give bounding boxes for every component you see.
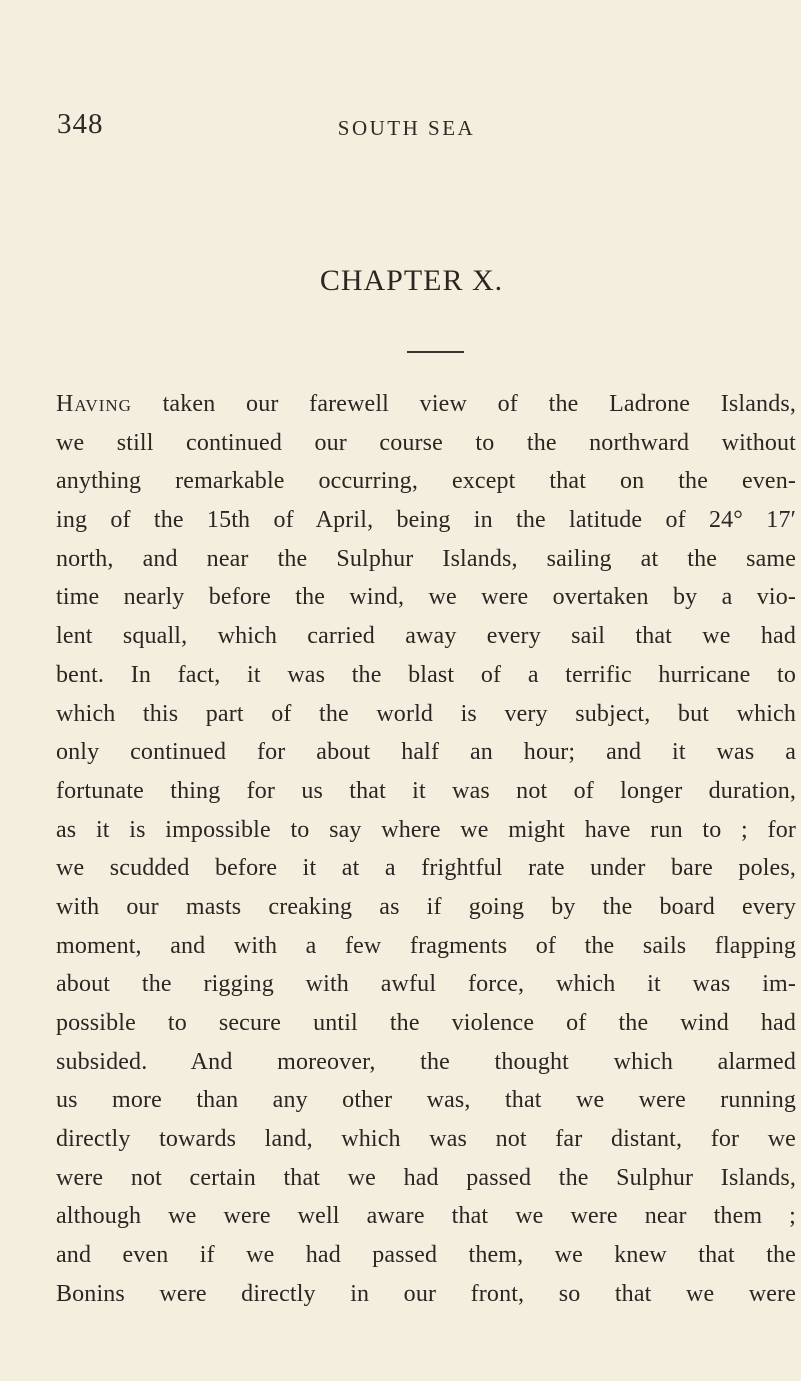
text-line: Bonins were directly in our front, so that we were: [56, 1280, 796, 1307]
text-line: only continued for about half an hour; and it was a: [56, 739, 796, 766]
text-line: subsided. And moreover, the thought which alarmed: [56, 1048, 796, 1075]
text-line: moment, and with a few fragments of the sails flapping: [56, 932, 796, 959]
text-line: as it is impossible to say where we might have run to ; for: [56, 816, 796, 843]
text-line: with our masts creaking as if going by the board every: [56, 893, 796, 920]
page-number: 348: [57, 108, 104, 140]
lead-word: Having: [56, 391, 132, 417]
text-line: we scudded before it at a frightful rate under bare poles,: [56, 855, 796, 882]
text-line: anything remarkable occurring, except that on the even-: [56, 468, 796, 495]
chapter-divider: [407, 351, 464, 353]
text-line: were not certain that we had passed the Sulphur Islands,: [56, 1164, 796, 1191]
text-line: [56, 385, 796, 424]
text-line: lent squall, which carried away every sail that we had: [56, 623, 796, 650]
text-line: about the rigging with awful force, which it was im-: [56, 971, 796, 998]
text-line: and even if we had passed them, we knew that the: [56, 1242, 796, 1269]
text-line-rest: taken our farewell view of the Ladrone Islands,: [131, 391, 796, 417]
chapter-title: CHAPTER X.: [319, 264, 504, 297]
text-line: although we were well aware that we were near them ;: [56, 1203, 796, 1230]
text-line: time nearly before the wind, we were overtaken by a vio-: [56, 584, 796, 611]
text-line: possible to secure until the violence of the wind had: [56, 1010, 796, 1036]
text-line: directly towards land, which was not far distant, for we: [56, 1126, 796, 1153]
text-line: ing of the 15th of April, being in the latitude of 24° 17′: [56, 507, 796, 534]
text-line: bent. In fact, it was the blast of a terrific hurricane to: [56, 661, 796, 688]
body-text: [56, 385, 796, 1314]
text-line: we still continued our course to the northward without: [56, 429, 796, 456]
text-line: fortunate thing for us that it was not of longer duration,: [56, 777, 796, 804]
text-line: which this part of the world is very subject, but which: [56, 700, 796, 727]
text-line: us more than any other was, that we were running: [56, 1087, 796, 1114]
running-head: SOUTH SEA: [337, 116, 476, 140]
text-line: north, and near the Sulphur Islands, sailing at the same: [56, 545, 796, 572]
